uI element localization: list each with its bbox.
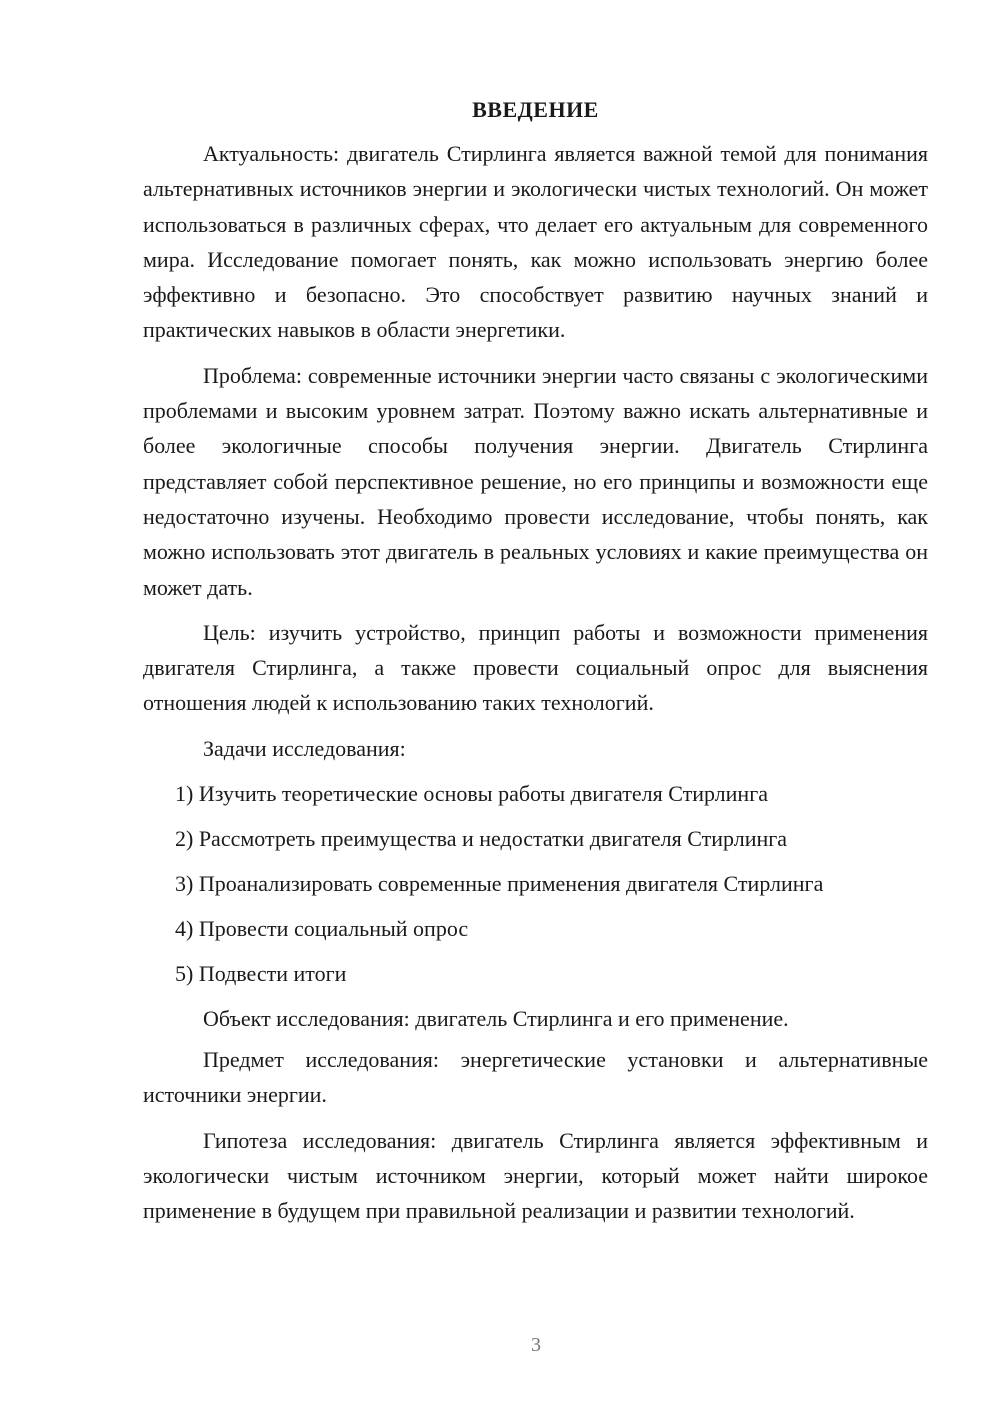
object-paragraph: Объект исследования: двигатель Стирлинга и его применение. (203, 1005, 789, 1031)
tasks-heading: Задачи исследования: (203, 735, 406, 761)
subject-paragraph: Предмет исследования: энергетические установки и альтернативные источники энергии. (143, 1047, 928, 1108)
tasks-list (143, 776, 928, 991)
task-item: 5) Подвести итоги (175, 960, 347, 986)
task-item: 4) Провести социальный опрос (175, 915, 469, 941)
hypothesis-paragraph: Гипотеза исследования: двигатель Стирлинга является эффективным и экологически чистым источником энергии, который может найти широкое применение в будущем при правильной реализации и развитии технологий. (143, 1127, 928, 1224)
task-item: 1) Изучить теоретические основы работы двигателя Стирлинга (175, 780, 768, 806)
problem-paragraph: Проблема: современные источники энергии часто связаны с экологическими проблемами и высоким уровнем затрат. Поэтому важно искать альтернативные и более экологичные способы получения энергии. Двигатель Стирлинга представляет собой перспективное решение, но его принципы и возможности еще недостаточно изучены. Необходимо провести исследование, чтобы понять, как можно использовать этот двигатель в реальных условиях и какие преимущества он может дать. (143, 362, 928, 600)
task-item: 3) Проанализировать современные применения двигателя Стирлинга (175, 870, 824, 896)
page-title: ВВЕДЕНИЕ (472, 97, 599, 122)
relevance-paragraph: Актуальность: двигатель Стирлинга является важной темой для понимания альтернативных источников энергии и экологически чистых технологий. Он может использоваться в различных сферах, что делает его актуальным для современного мира. Исследование помогает понять, как можно использовать энергию более эффективно и безопасно. Это способствует развитию научных знаний и практических навыков в области энергетики. (143, 141, 928, 343)
task-item: 2) Рассмотреть преимущества и недостатки двигателя Стирлинга (175, 825, 788, 851)
page-number: 3 (531, 1334, 541, 1356)
document-page (143, 92, 928, 1239)
goal-paragraph: Цель: изучить устройство, принцип работы и возможности применения двигателя Стирлинга, а также провести социальный опрос для выяснения отношения людей к использованию таких технологий. (143, 619, 928, 716)
